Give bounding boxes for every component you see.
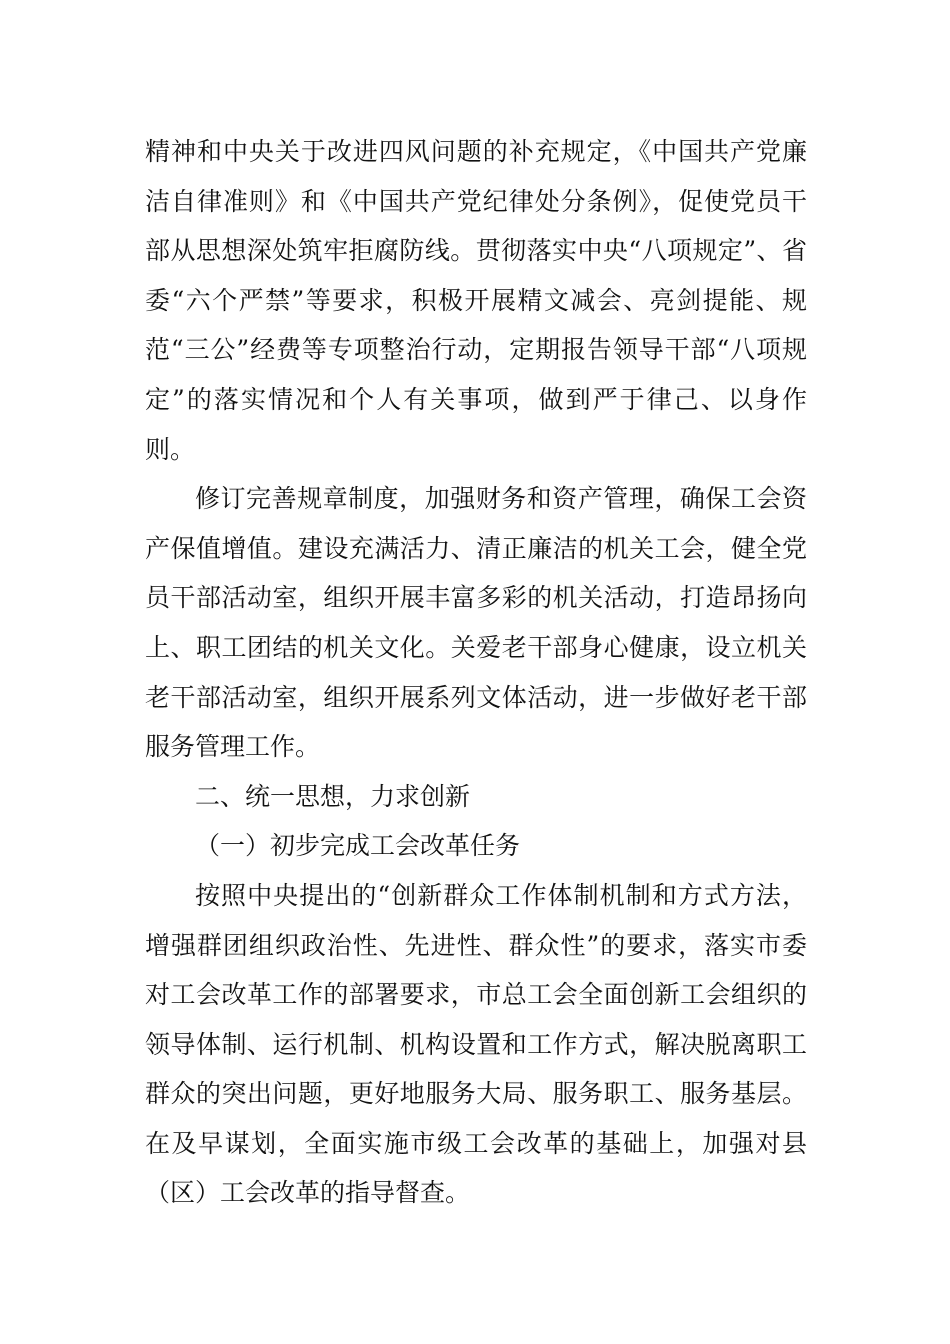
- paragraph-rules-and-assets: 修订完善规章制度，加强财务和资产管理，确保工会资产保值增值。建设充满活力、清正廉洁的机关工会，健全党员干部活动室，组织开展丰富多彩的机关活动，打造昂扬向上、职工团结的机关文化。关爱老干部身心健康，设立机关老干部活动室，组织开展系列文体活动，进一步做好老干部服务管理工作。: [145, 484, 807, 762]
- document-page: [145, 127, 807, 1218]
- paragraph-union-reform: 按照中央提出的“创新群众工作体制机制和方式方法，增强群团组织政治性、先进性、群众性”的要求，落实市委对工会改革工作的部署要求，市总工会全面创新工会组织的领导体制、运行机制、机构设置和工作方式，解决脱离职工群众的突出问题，更好地服务大局、服务职工、服务基层。在及早谋划，全面实施市级工会改革的基础上，加强对县（区）工会改革的指导督查。: [145, 880, 807, 1208]
- subsection-heading: （一）初步完成工会改革任务: [195, 831, 521, 861]
- paragraph-continuation: 精神和中央关于改进四风问题的补充规定，《中国共产党廉洁自律准则》和《中国共产党纪律处分条例》，促使党员干部从思想深处筑牢拒腐防线。贯彻落实中央“八项规定”、省委“六个严禁”等要求，积极开展精文减会、亮剑提能、规范“三公”经费等专项整治行动，定期报告领导干部“八项规定”的落实情况和个人有关事项，做到严于律己、以身作则。: [145, 137, 807, 464]
- section-heading: 二、统一思想，力求创新: [195, 781, 471, 811]
